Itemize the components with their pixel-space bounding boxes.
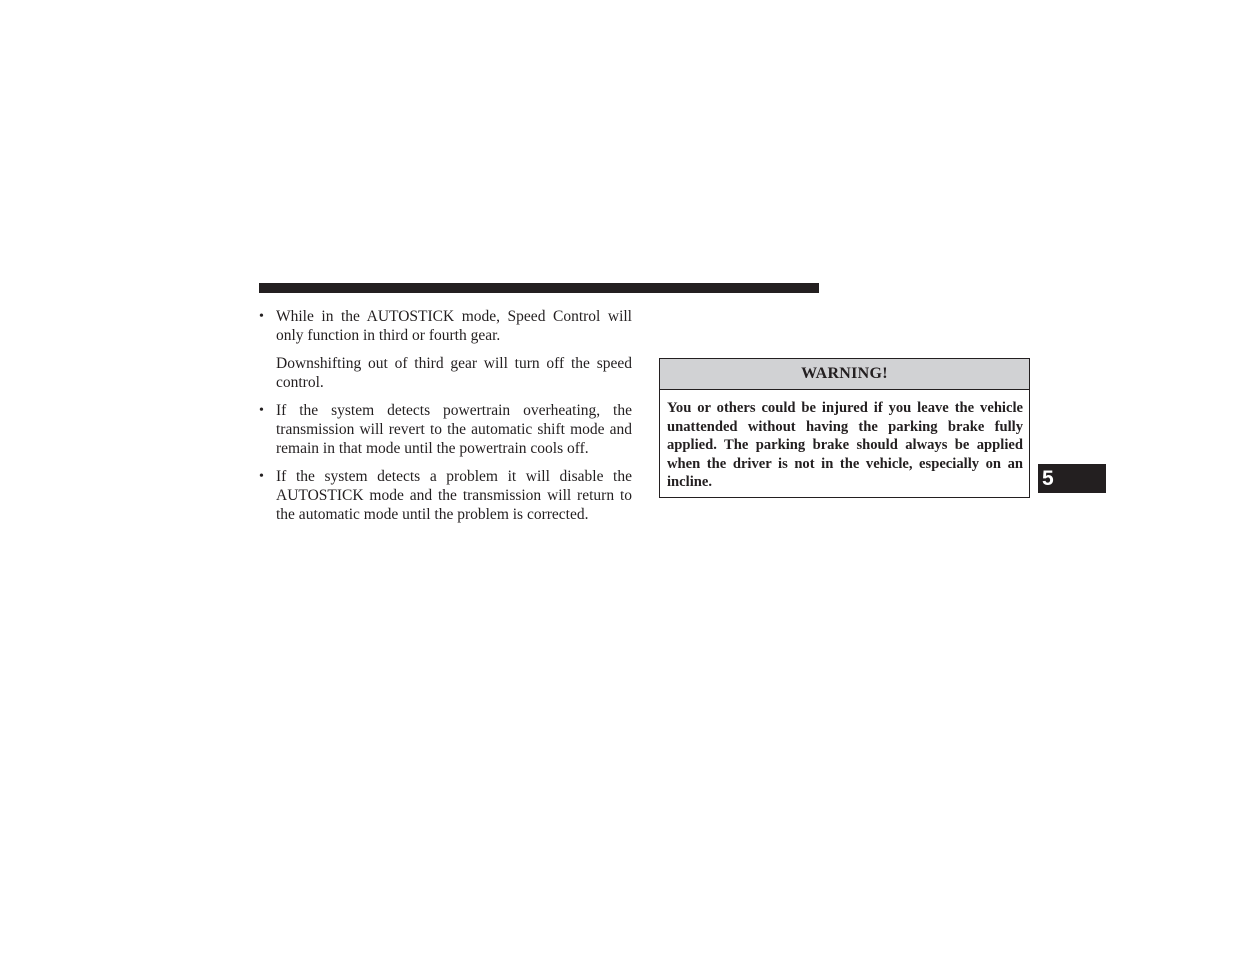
warning-box [659,358,1030,498]
section-header-rule [259,283,819,293]
bullet-followup-paragraph: Downshifting out of third gear will turn off the speed control. [276,355,632,391]
bullet-item-overheating [259,401,632,458]
chapter-tab [1038,464,1106,493]
bullet-text: While in the AUTOSTICK mode, Speed Control will only function in third or fourth gear. [276,308,632,344]
bullet-text: If the system detects a problem it will disable the AUTOSTICK mode and the transmission will return to the automatic mode until the problem is corrected. [276,468,632,523]
chapter-number: 5 [1042,467,1054,490]
bullet-item-problem-detected [259,467,632,524]
bullet-marker: • [259,309,264,324]
bullet-marker: • [259,469,264,484]
warning-body-text: You or others could be injured if you leave the vehicle unattended without having the parking brake fully applied. The parking brake should always be applied when the driver is not in the vehicle, especially on an incline. [667,400,1023,491]
bullet-text: If the system detects powertrain overheating, the transmission will revert to the automatic shift mode and remain in that mode until the powertrain cools off. [276,402,632,457]
bullet-marker: • [259,403,264,418]
body-text-column [259,307,632,533]
bullet-item-speed-control [259,307,632,345]
warning-title: WARNING! [660,359,1029,390]
